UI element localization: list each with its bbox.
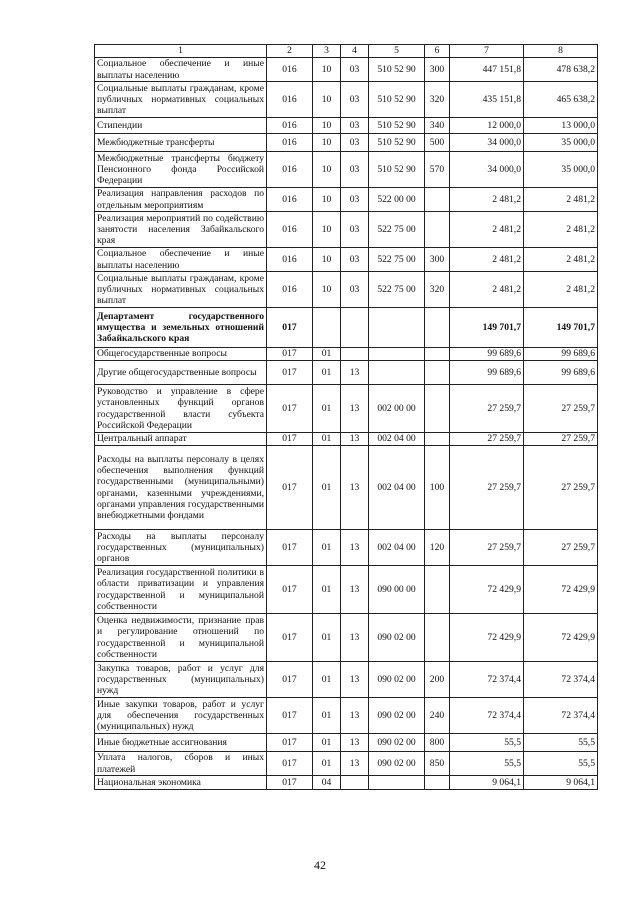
- section-code-cell: 10: [313, 188, 341, 212]
- subsection-code-cell: [341, 348, 369, 361]
- amount-year1-cell: 27 259,7: [450, 530, 524, 566]
- target-article-cell: [369, 348, 425, 361]
- section-code-cell: 01: [313, 734, 341, 752]
- section-code-cell: 10: [313, 152, 341, 188]
- amount-year2-cell: 72 374,4: [524, 698, 598, 734]
- section-code-cell: [313, 308, 341, 348]
- amount-year1-cell: 72 374,4: [450, 698, 524, 734]
- subsection-code-cell: 03: [341, 248, 369, 272]
- table-row: [95, 82, 598, 118]
- amount-year2-cell: 55,5: [524, 752, 598, 776]
- amount-year1-cell: 2 481,2: [450, 212, 524, 248]
- header-cell: 1: [95, 45, 267, 58]
- target-article-cell: 002 04 00: [369, 530, 425, 566]
- subsection-code-cell: 13: [341, 614, 369, 662]
- row-name-cell: Оценка недвижимости, признание прав и регулирование отношений по государственной и муниципальной собственности: [95, 614, 267, 662]
- admin-code-cell: 016: [267, 118, 313, 134]
- table-row: [95, 308, 598, 348]
- expense-type-cell: 570: [425, 152, 450, 188]
- table-header-row: [95, 45, 598, 58]
- target-article-cell: 002 04 00: [369, 446, 425, 530]
- row-name-cell: Межбюджетные трансферты: [95, 134, 267, 152]
- table-row: [95, 361, 598, 385]
- amount-year2-cell: 99 689,6: [524, 361, 598, 385]
- row-name-cell: Социальные выплаты гражданам, кроме публичных нормативных социальных выплат: [95, 82, 267, 118]
- target-article-cell: 002 00 00: [369, 385, 425, 433]
- amount-year2-cell: 72 429,9: [524, 614, 598, 662]
- section-code-cell: 01: [313, 698, 341, 734]
- table-row: [95, 58, 598, 82]
- section-code-cell: 01: [313, 348, 341, 361]
- subsection-code-cell: 03: [341, 118, 369, 134]
- amount-year2-cell: 35 000,0: [524, 134, 598, 152]
- subsection-code-cell: 03: [341, 152, 369, 188]
- target-article-cell: 522 00 00: [369, 188, 425, 212]
- table-row: [95, 662, 598, 698]
- admin-code-cell: 017: [267, 308, 313, 348]
- admin-code-cell: 016: [267, 272, 313, 308]
- admin-code-cell: 017: [267, 385, 313, 433]
- amount-year2-cell: 2 481,2: [524, 272, 598, 308]
- amount-year2-cell: 478 638,2: [524, 58, 598, 82]
- table-row: [95, 152, 598, 188]
- table-row: [95, 118, 598, 134]
- row-name-cell: Иные закупки товаров, работ и услуг для обеспечения государственных (муниципальных) нужд: [95, 698, 267, 734]
- row-name-cell: Уплата налогов, сборов и иных платежей: [95, 752, 267, 776]
- subsection-code-cell: 03: [341, 134, 369, 152]
- expense-type-cell: [425, 212, 450, 248]
- amount-year1-cell: 2 481,2: [450, 248, 524, 272]
- admin-code-cell: 017: [267, 446, 313, 530]
- amount-year2-cell: 2 481,2: [524, 212, 598, 248]
- target-article-cell: 090 02 00: [369, 734, 425, 752]
- amount-year1-cell: 149 701,7: [450, 308, 524, 348]
- row-name-cell: Расходы на выплаты персоналу государственных (муниципальных) органов: [95, 530, 267, 566]
- header-cell: 2: [267, 45, 313, 58]
- table-row: [95, 614, 598, 662]
- section-code-cell: 01: [313, 446, 341, 530]
- amount-year1-cell: 2 481,2: [450, 272, 524, 308]
- table-row: [95, 530, 598, 566]
- subsection-code-cell: 03: [341, 188, 369, 212]
- section-code-cell: 01: [313, 566, 341, 614]
- subsection-code-cell: 13: [341, 752, 369, 776]
- admin-code-cell: 017: [267, 530, 313, 566]
- admin-code-cell: 017: [267, 566, 313, 614]
- expense-type-cell: 340: [425, 118, 450, 134]
- expense-type-cell: 120: [425, 530, 450, 566]
- section-code-cell: 10: [313, 82, 341, 118]
- expense-type-cell: 800: [425, 734, 450, 752]
- admin-code-cell: 016: [267, 134, 313, 152]
- amount-year1-cell: 34 000,0: [450, 134, 524, 152]
- expense-type-cell: [425, 188, 450, 212]
- expense-type-cell: 320: [425, 82, 450, 118]
- amount-year2-cell: 27 259,7: [524, 446, 598, 530]
- row-name-cell: Социальное обеспечение и иные выплаты населению: [95, 58, 267, 82]
- target-article-cell: 090 02 00: [369, 662, 425, 698]
- admin-code-cell: 017: [267, 361, 313, 385]
- amount-year1-cell: 72 429,9: [450, 566, 524, 614]
- amount-year1-cell: 2 481,2: [450, 188, 524, 212]
- section-code-cell: 10: [313, 212, 341, 248]
- table-row: [95, 433, 598, 446]
- subsection-code-cell: 03: [341, 58, 369, 82]
- page-number: 42: [314, 858, 326, 872]
- expense-type-cell: 240: [425, 698, 450, 734]
- subsection-code-cell: [341, 308, 369, 348]
- admin-code-cell: 017: [267, 614, 313, 662]
- admin-code-cell: 017: [267, 662, 313, 698]
- amount-year2-cell: 55,5: [524, 734, 598, 752]
- table-row: [95, 446, 598, 530]
- table-row: [95, 734, 598, 752]
- amount-year2-cell: 465 638,2: [524, 82, 598, 118]
- section-code-cell: 10: [313, 272, 341, 308]
- expense-type-cell: 300: [425, 248, 450, 272]
- amount-year2-cell: 35 000,0: [524, 152, 598, 188]
- target-article-cell: [369, 776, 425, 790]
- table-row: [95, 776, 598, 790]
- subsection-code-cell: 03: [341, 272, 369, 308]
- header-cell: 5: [369, 45, 425, 58]
- section-code-cell: 01: [313, 530, 341, 566]
- section-code-cell: 01: [313, 662, 341, 698]
- target-article-cell: 522 75 00: [369, 272, 425, 308]
- row-name-cell: Национальная экономика: [95, 776, 267, 790]
- amount-year2-cell: 72 374,4: [524, 662, 598, 698]
- expense-type-cell: [425, 614, 450, 662]
- section-code-cell: 10: [313, 248, 341, 272]
- amount-year2-cell: 9 064,1: [524, 776, 598, 790]
- row-name-cell: Другие общегосударственные вопросы: [95, 361, 267, 385]
- target-article-cell: 090 02 00: [369, 698, 425, 734]
- table-row: [95, 248, 598, 272]
- subsection-code-cell: 13: [341, 566, 369, 614]
- amount-year2-cell: 99 689,6: [524, 348, 598, 361]
- expense-type-cell: 500: [425, 134, 450, 152]
- amount-year1-cell: 435 151,8: [450, 82, 524, 118]
- expense-type-cell: [425, 433, 450, 446]
- amount-year1-cell: 27 259,7: [450, 446, 524, 530]
- amount-year2-cell: 13 000,0: [524, 118, 598, 134]
- section-code-cell: 01: [313, 361, 341, 385]
- amount-year2-cell: 72 429,9: [524, 566, 598, 614]
- target-article-cell: 522 75 00: [369, 248, 425, 272]
- section-code-cell: 01: [313, 385, 341, 433]
- target-article-cell: 510 52 90: [369, 134, 425, 152]
- target-article-cell: 090 00 00: [369, 566, 425, 614]
- expense-type-cell: [425, 348, 450, 361]
- subsection-code-cell: 03: [341, 212, 369, 248]
- amount-year1-cell: 34 000,0: [450, 152, 524, 188]
- target-article-cell: [369, 308, 425, 348]
- expense-type-cell: 200: [425, 662, 450, 698]
- table-row: [95, 698, 598, 734]
- row-name-cell: Центральный аппарат: [95, 433, 267, 446]
- section-code-cell: 01: [313, 614, 341, 662]
- subsection-code-cell: 03: [341, 82, 369, 118]
- subsection-code-cell: 13: [341, 698, 369, 734]
- target-article-cell: 510 52 90: [369, 152, 425, 188]
- header-cell: 6: [425, 45, 450, 58]
- target-article-cell: 090 02 00: [369, 614, 425, 662]
- amount-year2-cell: 27 259,7: [524, 385, 598, 433]
- header-cell: 7: [450, 45, 524, 58]
- section-code-cell: 10: [313, 118, 341, 134]
- expense-type-cell: [425, 308, 450, 348]
- section-code-cell: 10: [313, 58, 341, 82]
- budget-table: [94, 44, 598, 790]
- target-article-cell: 002 04 00: [369, 433, 425, 446]
- admin-code-cell: 017: [267, 734, 313, 752]
- target-article-cell: 522 75 00: [369, 212, 425, 248]
- admin-code-cell: 017: [267, 752, 313, 776]
- row-name-cell: Общегосударственные вопросы: [95, 348, 267, 361]
- amount-year1-cell: 55,5: [450, 752, 524, 776]
- table-row: [95, 134, 598, 152]
- expense-type-cell: [425, 385, 450, 433]
- row-name-cell: Реализация мероприятий по содействию занятости населения Забайкальского края: [95, 212, 267, 248]
- row-name-cell: Реализация государственной политики в области приватизации и управления государственной и муниципальной собственности: [95, 566, 267, 614]
- subsection-code-cell: 13: [341, 734, 369, 752]
- amount-year1-cell: 12 000,0: [450, 118, 524, 134]
- table-row: [95, 188, 598, 212]
- amount-year1-cell: 55,5: [450, 734, 524, 752]
- subsection-code-cell: 13: [341, 446, 369, 530]
- row-name-cell: Социальное обеспечение и иные выплаты населению: [95, 248, 267, 272]
- subsection-code-cell: 13: [341, 361, 369, 385]
- header-cell: 4: [341, 45, 369, 58]
- admin-code-cell: 017: [267, 348, 313, 361]
- row-name-cell: Межбюджетные трансферты бюджету Пенсионного фонда Российской Федерации: [95, 152, 267, 188]
- target-article-cell: [369, 361, 425, 385]
- expense-type-cell: 300: [425, 58, 450, 82]
- table-row: [95, 566, 598, 614]
- admin-code-cell: 017: [267, 776, 313, 790]
- admin-code-cell: 017: [267, 698, 313, 734]
- header-cell: 8: [524, 45, 598, 58]
- row-name-cell: Социальные выплаты гражданам, кроме публичных нормативных социальных выплат: [95, 272, 267, 308]
- subsection-code-cell: 13: [341, 530, 369, 566]
- amount-year1-cell: 27 259,7: [450, 433, 524, 446]
- subsection-code-cell: 13: [341, 662, 369, 698]
- expense-type-cell: 320: [425, 272, 450, 308]
- admin-code-cell: 017: [267, 433, 313, 446]
- header-cell: 3: [313, 45, 341, 58]
- row-name-cell: Стипендии: [95, 118, 267, 134]
- row-name-cell: Расходы на выплаты персоналу в целях обеспечения выполнения функций государственными (муниципальными) органами, казенными учреждениями, органами управления государственными внебюджетными фондами: [95, 446, 267, 530]
- expense-type-cell: 850: [425, 752, 450, 776]
- admin-code-cell: 016: [267, 188, 313, 212]
- section-code-cell: 01: [313, 752, 341, 776]
- table-row: [95, 752, 598, 776]
- table-row: [95, 348, 598, 361]
- row-name-cell: Реализация направления расходов по отдельным мероприятиям: [95, 188, 267, 212]
- table-row: [95, 212, 598, 248]
- subsection-code-cell: 13: [341, 433, 369, 446]
- amount-year2-cell: 27 259,7: [524, 433, 598, 446]
- target-article-cell: 510 52 90: [369, 118, 425, 134]
- admin-code-cell: 016: [267, 212, 313, 248]
- amount-year2-cell: 2 481,2: [524, 188, 598, 212]
- table-body: [95, 58, 598, 790]
- amount-year1-cell: 72 374,4: [450, 662, 524, 698]
- expense-type-cell: [425, 566, 450, 614]
- target-article-cell: 090 02 00: [369, 752, 425, 776]
- section-code-cell: 04: [313, 776, 341, 790]
- target-article-cell: 510 52 90: [369, 82, 425, 118]
- target-article-cell: 510 52 90: [369, 58, 425, 82]
- admin-code-cell: 016: [267, 58, 313, 82]
- amount-year2-cell: 149 701,7: [524, 308, 598, 348]
- expense-type-cell: [425, 361, 450, 385]
- subsection-code-cell: [341, 776, 369, 790]
- expense-type-cell: [425, 776, 450, 790]
- amount-year1-cell: 9 064,1: [450, 776, 524, 790]
- admin-code-cell: 016: [267, 152, 313, 188]
- expense-type-cell: 100: [425, 446, 450, 530]
- admin-code-cell: 016: [267, 248, 313, 272]
- subsection-code-cell: 13: [341, 385, 369, 433]
- amount-year2-cell: 2 481,2: [524, 248, 598, 272]
- table-row: [95, 272, 598, 308]
- table-row: [95, 385, 598, 433]
- amount-year1-cell: 27 259,7: [450, 385, 524, 433]
- admin-code-cell: 016: [267, 82, 313, 118]
- amount-year1-cell: 447 151,8: [450, 58, 524, 82]
- section-code-cell: 01: [313, 433, 341, 446]
- row-name-cell: Руководство и управление в сфере установленных функций органов государственной власти субъекта Российской Федерации: [95, 385, 267, 433]
- row-name-cell: Иные бюджетные ассигнования: [95, 734, 267, 752]
- section-code-cell: 10: [313, 134, 341, 152]
- amount-year1-cell: 99 689,6: [450, 361, 524, 385]
- amount-year2-cell: 27 259,7: [524, 530, 598, 566]
- amount-year1-cell: 72 429,9: [450, 614, 524, 662]
- row-name-cell: Департамент государственного имущества и земельных отношений Забайкальского края: [95, 308, 267, 348]
- amount-year1-cell: 99 689,6: [450, 348, 524, 361]
- row-name-cell: Закупка товаров, работ и услуг для государственных (муниципальных) нужд: [95, 662, 267, 698]
